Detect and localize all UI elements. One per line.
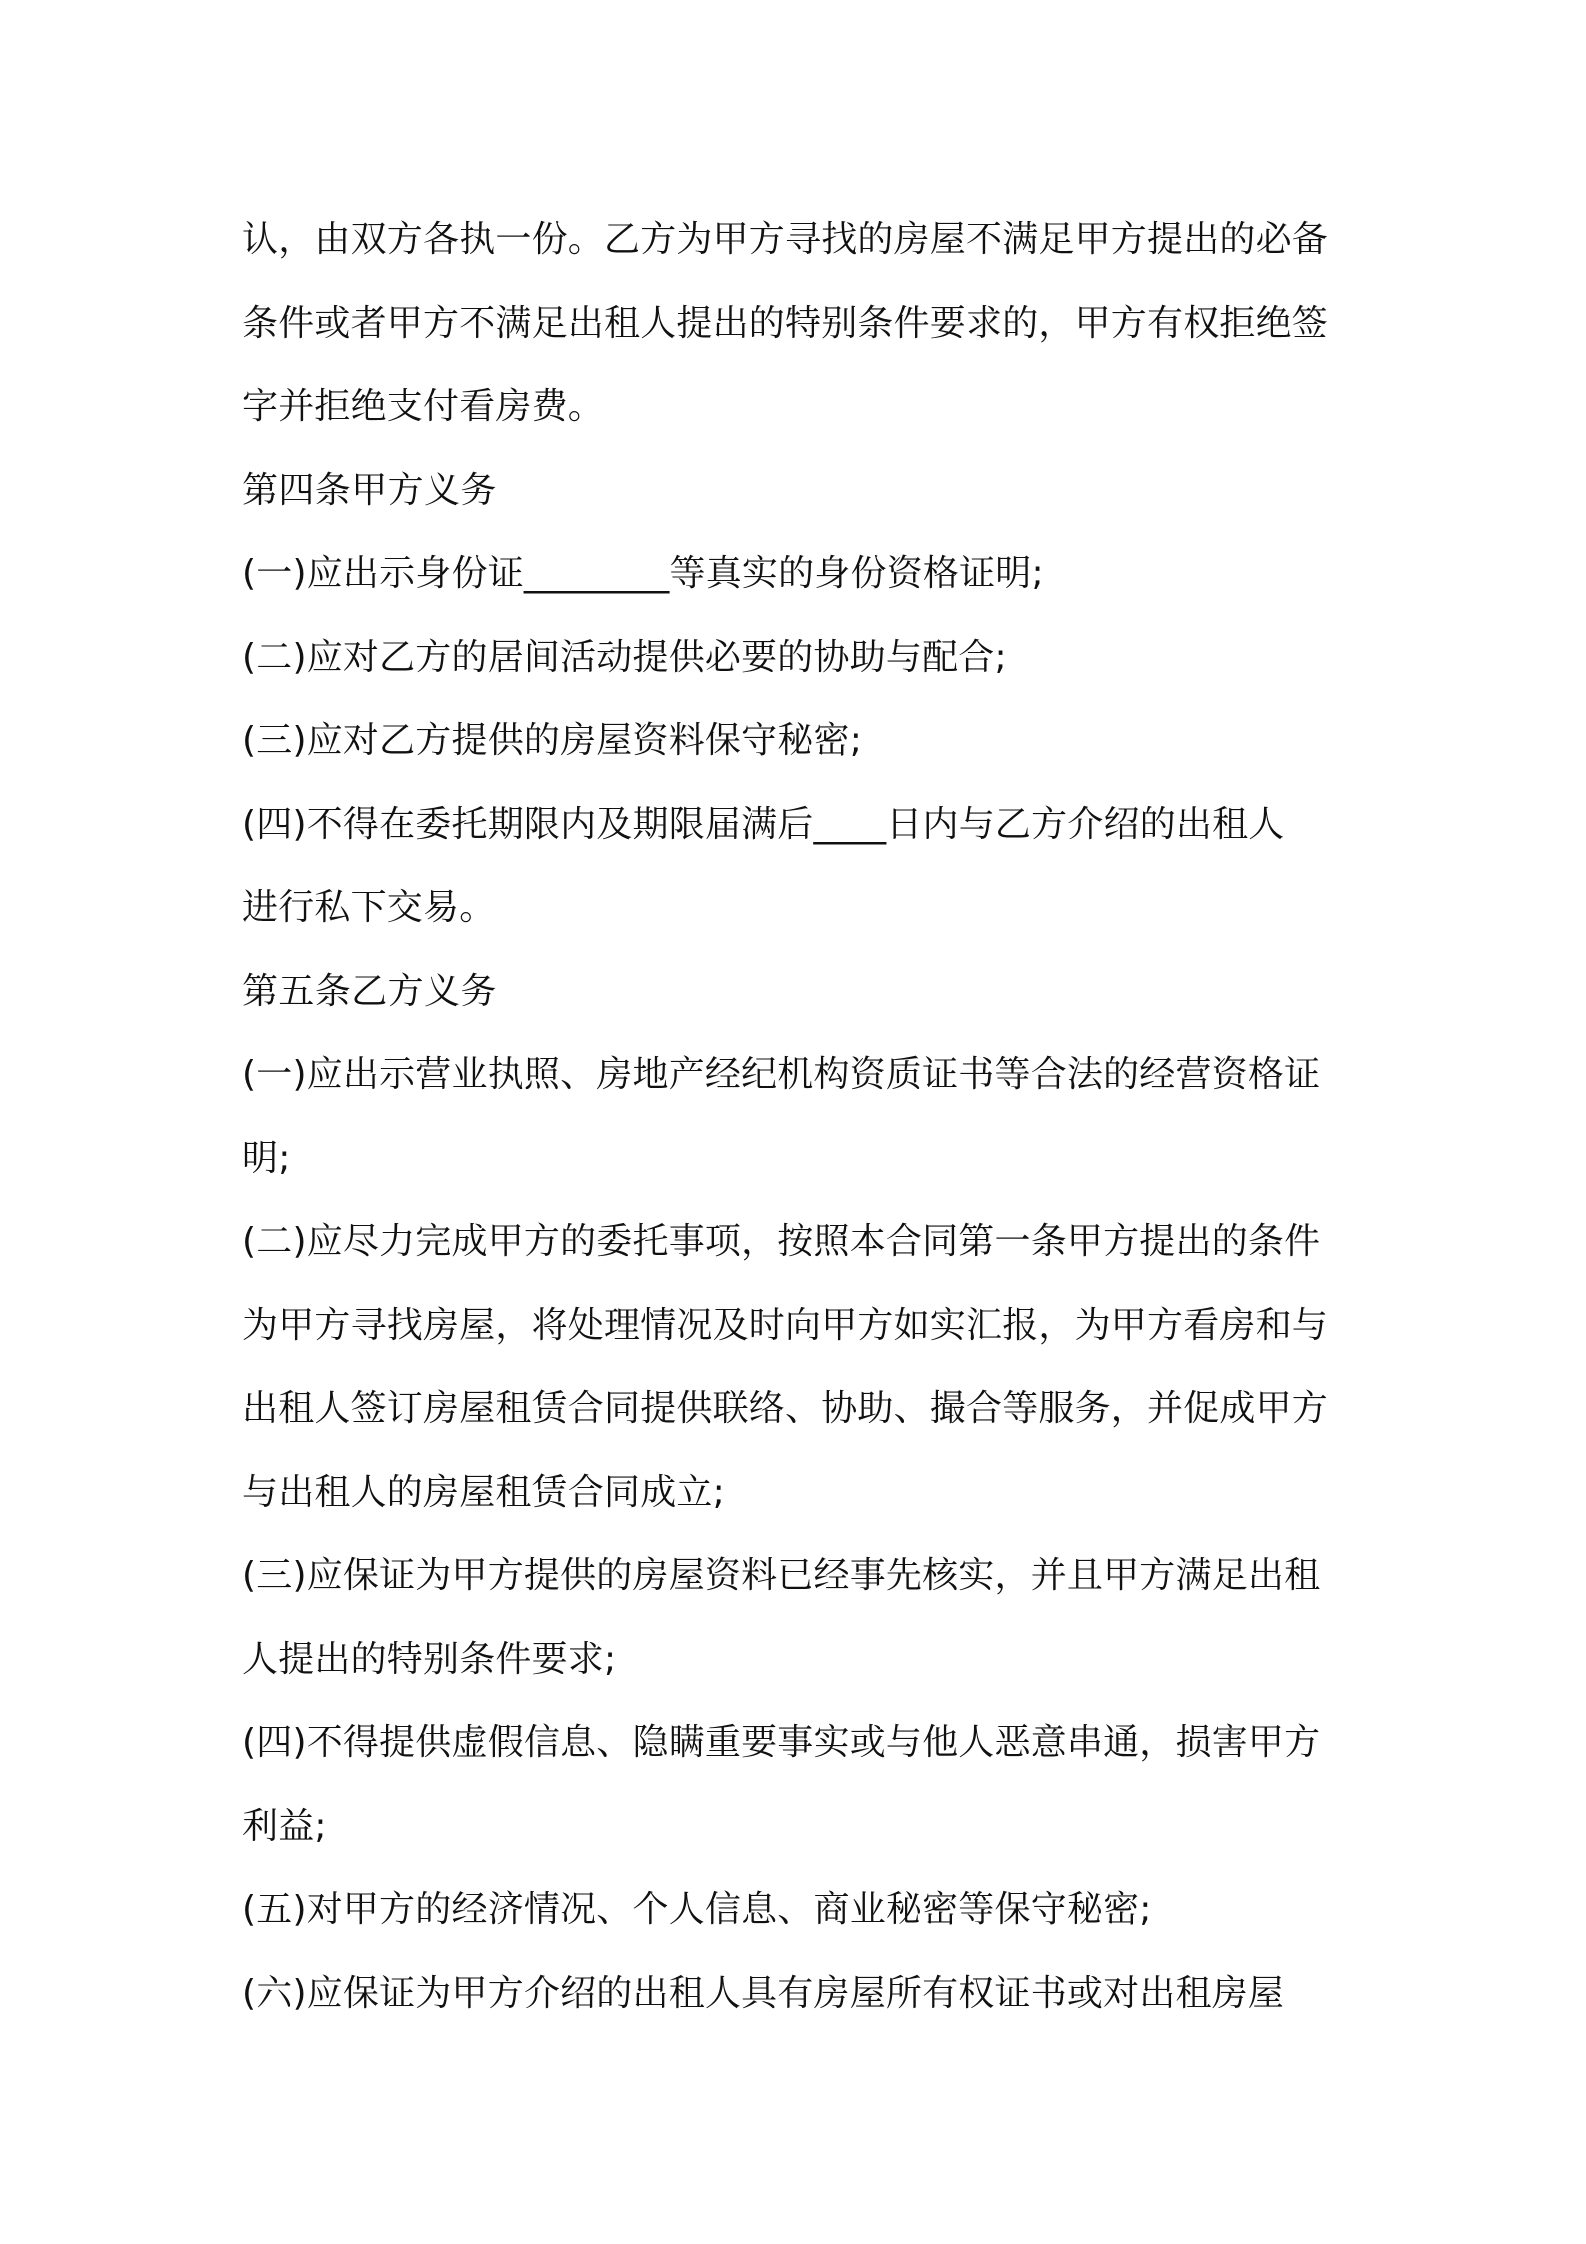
section-heading-article-4: 第四条甲方义务 (242, 469, 497, 511)
paragraph-line: (三)应保证为甲方提供的房屋资料已经事先核实，并且甲方满足出租 (242, 1555, 1321, 1596)
paragraph-line: 认，由双方各执一份。乙方为甲方寻找的房屋不满足甲方提出的必备 (242, 219, 1329, 260)
document-body (242, 198, 1362, 2035)
paragraph-line: 出租人签订房屋租赁合同提供联络、协助、撮合等服务，并促成甲方 (242, 1388, 1329, 1429)
paragraph-line: (六)应保证为甲方介绍的出租人具有房屋所有权证书或对出租房屋 (242, 1972, 1285, 2014)
paragraph-line: (一)应出示身份证________等真实的身份资格证明; (242, 553, 1044, 594)
paragraph-line: (二)应对乙方的居间活动提供必要的协助与配合; (242, 636, 1007, 678)
paragraph-line: (四)不得在委托期限内及期限届满后____日内与乙方介绍的出租人 (242, 803, 1285, 845)
paragraph-line: (三)应对乙方提供的房屋资料保守秘密; (242, 720, 863, 761)
paragraph-line: 为甲方寻找房屋，将处理情况及时向甲方如实汇报，为甲方看房和与 (242, 1304, 1329, 1346)
paragraph-line: (二)应尽力完成甲方的委托事项，按照本合同第一条甲方提出的条件 (242, 1221, 1321, 1262)
paragraph-line: 明; (242, 1137, 291, 1179)
paragraph-line: (四)不得提供虚假信息、隐瞒重要事实或与他人恶意串通，损害甲方 (242, 1722, 1321, 1763)
paragraph-line: 与出租人的房屋租赁合同成立; (242, 1471, 725, 1513)
paragraph-line: 人提出的特别条件要求; (242, 1638, 617, 1680)
paragraph-line: 条件或者甲方不满足出租人提出的特别条件要求的，甲方有权拒绝签 (242, 302, 1329, 344)
paragraph-line: (五)对甲方的经济情况、个人信息、商业秘密等保守秘密; (242, 1889, 1152, 1930)
section-heading-article-5: 第五条乙方义务 (242, 970, 497, 1012)
paragraph-line: 字并拒绝支付看房费。 (242, 386, 605, 427)
paragraph-line: 进行私下交易。 (242, 887, 496, 928)
paragraph-line: 利益; (242, 1805, 327, 1847)
paragraph-line: (一)应出示营业执照、房地产经纪机构资质证书等合法的经营资格证 (242, 1054, 1321, 1095)
